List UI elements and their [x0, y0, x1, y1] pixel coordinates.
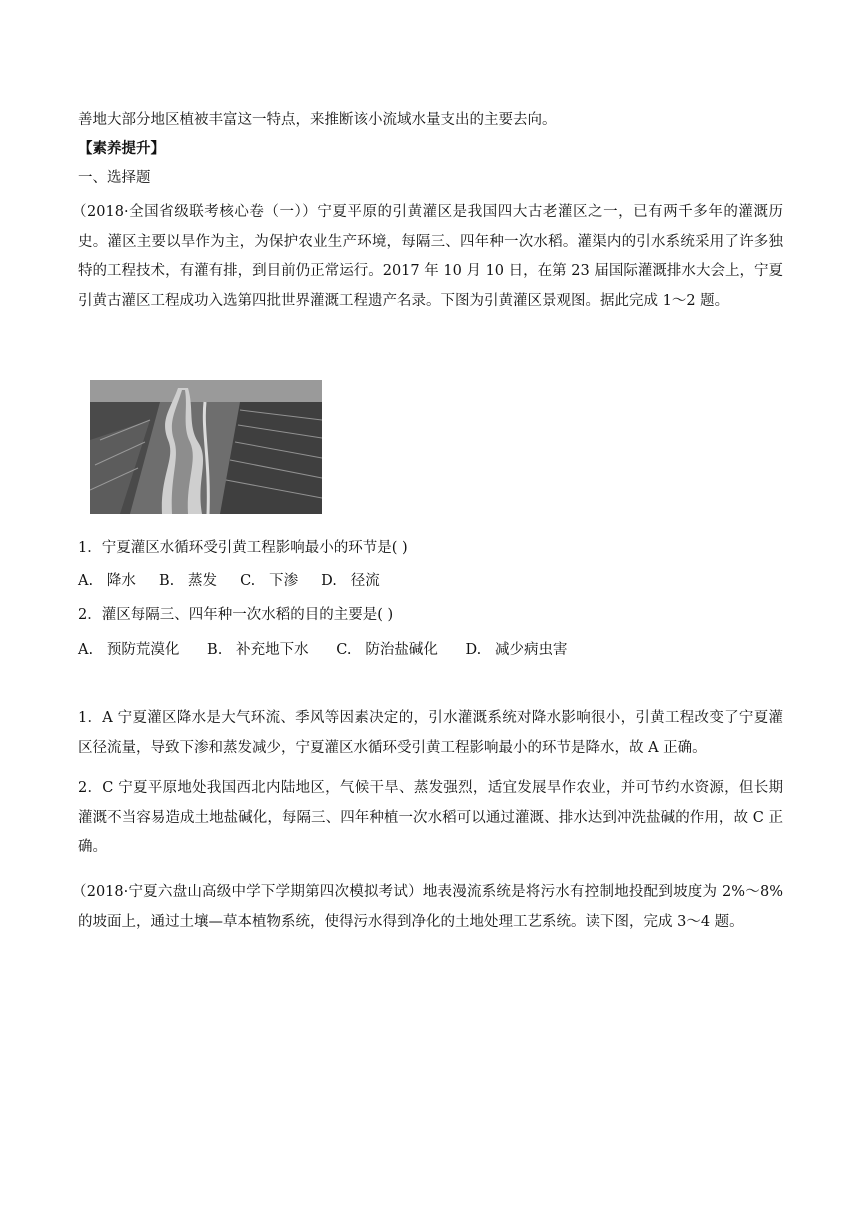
subsection-heading: 一、选择题 [78, 170, 151, 186]
passage-1: （2018·全国省级联考核心卷（一））宁夏平原的引黄灌区是我国四大古老灌区之一，已有两千多年的灌溉历史。灌区主要以旱作为主，为保护农业生产环境，每隔三、四年种一次水稻。灌渠内的引水系统采用了许多独特的工程技术，有灌有排，到目前仍正常运行。2017 年 10 月 10 日，在第 23 届国际灌溉排水大会上，宁夏引黄古灌区工程成功入选第四批世界灌溉工程遗产名录。下图为引黄灌区景观图。据此完成 1～2 题。 [72, 204, 783, 309]
answer-2: 2．C 宁夏平原地处我国西北内陆地区，气候干旱、蒸发强烈，适宜发展旱作农业，并可节约水资源，但长期灌溉不当容易造成土地盐碱化，每隔三、四年种植一次水稻可以通过灌溉、排水达到冲洗盐碱的作用，故 C 正确。 [78, 780, 783, 855]
intro-line: 善地大部分地区植被丰富这一特点，来推断该小流域水量支出的主要去向。 [78, 112, 557, 128]
question-1-stem: 1．宁夏灌区水循环受引黄工程影响最小的环节是( ) [78, 540, 408, 556]
question-2-stem: 2．灌区每隔三、四年种一次水稻的目的主要是( ) [78, 607, 394, 623]
answer-1: 1．A 宁夏灌区降水是大气环流、季风等因素决定的，引水灌溉系统对降水影响很小，引黄工程改变了宁夏灌区径流量，导致下渗和蒸发减少，宁夏灌区水循环受引黄工程影响最小的环节是降水，故 A 正确。 [78, 710, 783, 756]
passage-2: （2018·宁夏六盘山高级中学下学期第四次模拟考试）地表漫流系统是将污水有控制地投配到坡度为 2%～8%的坡面上，通过土壤—草本植物系统，使得污水得到净化的土地处理工艺系统。读下图，完成 3～4 题。 [72, 884, 783, 930]
question-1-options: A. 降水 B. 蒸发 C. 下渗 D. 径流 [78, 573, 380, 589]
section-heading: 【素养提升】 [78, 140, 165, 157]
question-2-options: A. 预防荒漠化 B. 补充地下水 C. 防治盐碱化 D. 减少病虫害 [78, 642, 568, 658]
irrigation-landscape-photo [90, 380, 322, 514]
